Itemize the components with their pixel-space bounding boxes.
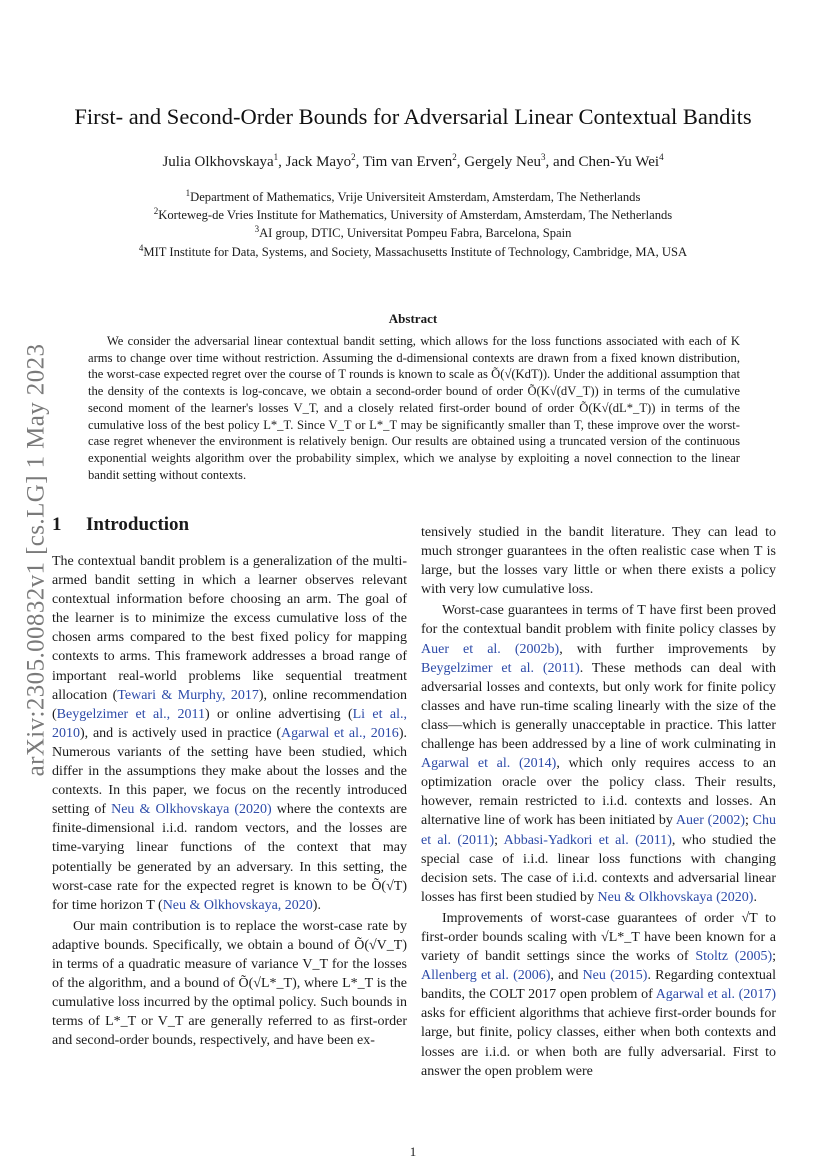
- paragraph: [52, 552, 407, 915]
- paragraph-text: . These methods can deal with adversarial losses and contexts, but only work for finite policy classes and have run-time scaling linearly with the size of the class—which is generally unacceptable in practice. This latter challenge has been addressed by a line of work culminating in: [421, 660, 776, 753]
- citation-link[interactable]: Neu & Olkhovskaya (2020): [111, 802, 272, 818]
- paragraph-text: , and: [550, 968, 583, 984]
- paragraph-text: ) or online advertising (: [204, 706, 353, 722]
- author: Gergely Neu: [464, 154, 542, 170]
- author: Jack Mayo: [285, 154, 352, 170]
- citation-link[interactable]: Beygelzimer et al. (2011): [421, 660, 580, 676]
- paragraph-text: Worst-case guarantees in terms of T have first been proved for the contextual bandit problem with finite policy classes by: [421, 603, 776, 638]
- author-mark: 4: [659, 152, 664, 162]
- paragraph-text: ). Numerous variants of the setting have been studied, which differ in the assumptions they make about the losses and the contexts. In this paper, we focus on the recently introduced setting of: [52, 725, 407, 818]
- citation-link[interactable]: Neu (2015): [582, 968, 648, 984]
- paragraph-text: .: [753, 889, 757, 905]
- author-list: Julia Olkhovskaya$^1$, Jack Mayo$^2$, Tim van Erven$^2$, Gergely Neu$^3$, and Chen-Yu Wei$^4$: [162, 152, 664, 170]
- paragraph: [421, 601, 776, 907]
- affiliation-mark: 1: [185, 187, 191, 198]
- paragraph-text: tensively studied in the bandit literature. They can lead to much stronger guarantees in the often realistic case when T is large, but the losses vary little or when there exists a policy with very low cumulative loss.: [421, 525, 776, 598]
- citation-link[interactable]: Chu et al. (2011): [421, 813, 777, 848]
- affiliation-mark: 2: [153, 206, 159, 217]
- citation-link[interactable]: Li et al., 2010: [52, 706, 407, 741]
- affiliation-text: Department of Mathematics, Vrije Universiteit Amsterdam, Amsterdam, The Netherlands: [190, 190, 641, 204]
- abstract-body: We consider the adversarial linear contextual bandit setting, which allows for the loss functions associated with each of K arms to change over time without restriction. Assuming the d-dimensional contexts are drawn from a fixed known distribution, the worst-case expected regret over the course of T rounds is known to scale as Õ(√(KdT)). Under the additional assumption that the density of the contexts is log-concave, we obtain a second-order bound of order Õ(K√(dV_T)) in terms of the cumulative second moment of the learner's losses V_T, and a closely related first-order bound of order Õ(K√(dL*_T)) in terms of the cumulative loss of the best policy L*_T. Since V_T or L*_T may be significantly smaller than T, these improve over the worst-case regret whenever the environment is relatively benign. Our results are obtained using a truncated version of the continuous exponential weights algorithm over the probability simplex, which we analyse by exploiting a novel connection to the linear bandit setting without contexts.: [88, 334, 740, 482]
- paragraph-text: ;: [494, 832, 504, 848]
- citation-link[interactable]: Neu & Olkhovskaya (2020): [597, 889, 754, 905]
- citation-link[interactable]: Auer et al. (2002b): [421, 641, 560, 657]
- author-mark: 2: [452, 152, 457, 162]
- section-number: 1: [52, 514, 62, 535]
- arxiv-id[interactable]: arXiv:2305.00832v1 [cs.LG] 1 May 2023: [22, 343, 50, 777]
- author-mark: 2: [351, 152, 356, 162]
- affiliation: [0, 243, 826, 261]
- affiliation-text: MIT Institute for Data, Systems, and Society, Massachusetts Institute of Technology, Cambridge, MA, USA: [143, 244, 688, 259]
- section-title: Introduction: [86, 514, 190, 535]
- citation-link[interactable]: Auer (2002): [675, 813, 745, 829]
- paragraph-text: , which only requires access to an optimization oracle over the policy class. Their results, however, remain restricted to i.i.d. contexts and losses. An alternative line of work has been initiated by: [421, 756, 776, 829]
- affiliation-mark: 4: [138, 242, 144, 253]
- left-column: [52, 552, 407, 1050]
- affiliations: [0, 188, 826, 261]
- author-mark: 1: [273, 152, 279, 162]
- citation-link[interactable]: Stoltz (2005): [695, 949, 773, 965]
- paragraph-text: asks for efficient algorithms that achieve first-order bounds for large, but finite, policy classes, either when both contexts and losses are i.i.d. or when both are fully adversarial. First to answer the open problem were: [421, 1006, 776, 1079]
- paragraph-text: ), online recommendation (: [52, 687, 407, 722]
- paragraph-text: , with further improvements by: [559, 641, 776, 657]
- paragraph-text: , who studied the special case of i.i.d. linear loss functions with changing decision sets. The case of i.i.d. contexts and adversarial linear losses has first been studied by: [421, 832, 777, 905]
- paragraph-text: ;: [772, 949, 776, 965]
- author-mark: 3: [541, 152, 546, 162]
- paper-title: First- and Second-Order Bounds for Adversarial Linear Contextual Bandits: [74, 104, 752, 129]
- paragraph: [52, 917, 407, 1051]
- affiliation-mark: 3: [254, 224, 260, 235]
- affiliation-text: Korteweg-de Vries Institute for Mathematics, University of Amsterdam, Amsterdam, The Netherlands: [158, 208, 673, 223]
- paragraph-text: The contextual bandit problem is a generalization of the multi-armed bandit setting in which a learner observes relevant contextual information before choosing an arm. The goal of the learner is to minimize the excess cumulative loss of the chosen arms compared to the best fixed policy for mapping contexts to arms. This framework addresses a broad range of important real-world problems like sequential treatment allocation (: [52, 554, 407, 703]
- paragraph-text: Our main contribution is to replace the worst-case rate by adaptive bounds. Specifically, we obtain a bound of Õ(√V_T) in terms of a quadratic measure of variance V_T for the losses of the algorithm, and a bound of Õ(√L*_T), where L*_T is the cumulative loss incurred by the optimal policy. Such bounds in terms of L*_T or V_T are generally referred to as first-order and second-order bounds, respectively, and have been ex-: [52, 918, 407, 1049]
- citation-link[interactable]: Agarwal et al. (2017): [655, 987, 777, 1003]
- citation-link[interactable]: Agarwal et al. (2014): [421, 756, 557, 772]
- paragraph-text: . Regarding contextual bandits, the COLT 2017 open problem of: [421, 968, 776, 1003]
- citation-link[interactable]: Abbasi-Yadkori et al. (2011): [503, 832, 672, 848]
- section-heading: [52, 514, 189, 536]
- paragraph-text: ), and is actively used in practice (: [80, 725, 282, 741]
- paragraph-text: Improvements of worst-case guarantees of order √T to first-order bounds scaling with √L*_T have been known for a variety of bandit settings since the works of: [421, 910, 776, 965]
- author: Tim van Erven: [362, 154, 453, 170]
- right-column: [421, 523, 776, 1081]
- abstract-heading: Abstract: [388, 311, 438, 326]
- citation-link[interactable]: Beygelzimer et al., 2011: [56, 706, 205, 722]
- citation-link[interactable]: Agarwal et al., 2016: [281, 725, 399, 741]
- paragraph-text: ;: [745, 813, 753, 829]
- paragraph-text: where the contexts are finite-dimensional i.i.d. random vectors, and the losses are time-varying linear functions of the context that may potentially be generated by an adversary. In this setting, the worst-case rate for the expected regret is known to be Õ(√T) for time horizon T (: [52, 802, 407, 913]
- paragraph: [421, 909, 776, 1081]
- citation-link[interactable]: Tewari & Murphy, 2017: [117, 687, 259, 703]
- affiliation: [0, 224, 826, 242]
- paragraph-text: ).: [312, 897, 321, 913]
- citation-link[interactable]: Neu & Olkhovskaya, 2020: [162, 897, 313, 913]
- citation-link[interactable]: Allenberg et al. (2006): [421, 968, 551, 984]
- affiliation-text: AI group, DTIC, Universitat Pompeu Fabra, Barcelona, Spain: [259, 226, 572, 241]
- author: Chen-Yu Wei: [578, 154, 660, 170]
- page-number: 1: [409, 1144, 417, 1159]
- paragraph: [421, 523, 776, 599]
- author: Julia Olkhovskaya: [162, 154, 274, 170]
- affiliation: [0, 188, 826, 206]
- affiliation: [0, 206, 826, 224]
